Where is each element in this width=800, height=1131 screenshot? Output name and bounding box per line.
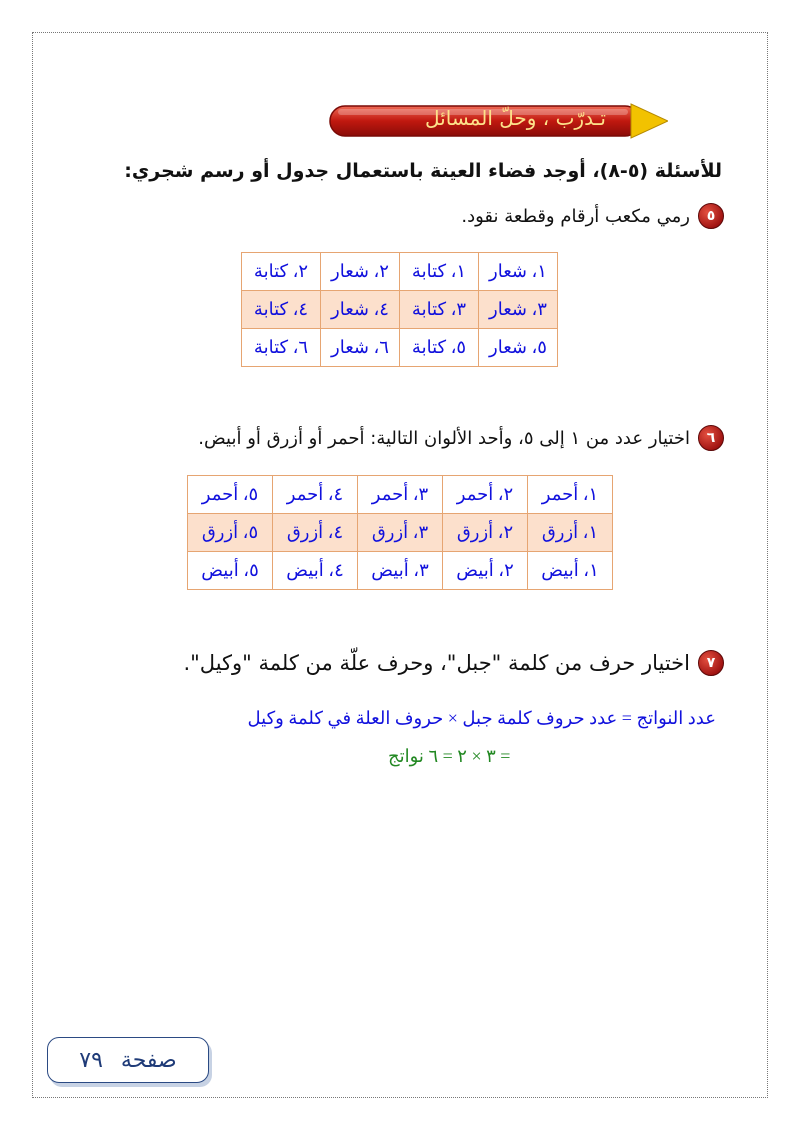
question-number-badge: ٥	[698, 203, 724, 229]
table-cell: ٢، أحمر	[443, 476, 528, 514]
table-cell: ٥، أبيض	[188, 552, 273, 590]
question-number-badge: ٧	[698, 650, 724, 676]
table-row	[188, 552, 613, 590]
table-cell: ٣، أحمر	[358, 476, 443, 514]
answer-q7-line-1: عدد النواتج = عدد حروف كلمة جبل × حروف العلة في كلمة وكيل	[247, 708, 716, 728]
table-cell: ٢، أزرق	[443, 514, 528, 552]
table-cell: ٣، أبيض	[358, 552, 443, 590]
table-cell: ١، كتابة	[400, 253, 479, 291]
table-cell: ١، أبيض	[528, 552, 613, 590]
question-6	[198, 425, 724, 451]
page-number-box	[47, 1037, 209, 1083]
table-cell: ٤، كتابة	[242, 291, 321, 329]
table-cell: ٥، أحمر	[188, 476, 273, 514]
question-5	[461, 203, 724, 229]
table-cell: ٥، أزرق	[188, 514, 273, 552]
question-7	[183, 650, 724, 676]
table-cell: ٣، أزرق	[358, 514, 443, 552]
page-number: ٧٩	[79, 1047, 103, 1073]
question-text: اختيار عدد من ١ إلى ٥، وأحد الألوان التالية: أحمر أو أزرق أو أبيض.	[198, 427, 690, 449]
table-cell: ٥، شعار	[479, 329, 558, 367]
table-row	[242, 291, 558, 329]
table-row	[242, 253, 558, 291]
question-number-badge: ٦	[698, 425, 724, 451]
table-cell: ٦، شعار	[321, 329, 400, 367]
answer-q7-line-2: = ٣ × ٢ = ٦ نواتج	[388, 746, 511, 766]
table-cell: ٤، شعار	[321, 291, 400, 329]
question-text: اختيار حرف من كلمة "جبل"، وحرف علّة من كلمة "وكيل".	[183, 651, 690, 675]
table-cell: ٣، شعار	[479, 291, 558, 329]
table-cell: ٦، كتابة	[242, 329, 321, 367]
table-cell: ٤، أحمر	[273, 476, 358, 514]
table-row	[188, 514, 613, 552]
table-cell: ٢، كتابة	[242, 253, 321, 291]
banner-title: تـدرّب ، وحلّ المسائل	[425, 106, 606, 130]
instructions: للأسئلة (٥-٨)، أوجد فضاء العينة باستعمال جدول أو رسم شجري:	[124, 160, 722, 182]
page-label: صفحة	[120, 1047, 177, 1073]
table-cell: ٣، كتابة	[400, 291, 479, 329]
table-cell: ٤، أبيض	[273, 552, 358, 590]
table-row	[242, 329, 558, 367]
table-cell: ١، شعار	[479, 253, 558, 291]
question-text: رمي مكعب أرقام وقطعة نقود.	[461, 205, 690, 227]
sample-space-table-q6	[187, 475, 613, 590]
section-banner	[328, 100, 668, 142]
sample-space-table-q5	[241, 252, 558, 367]
table-cell: ٢، أبيض	[443, 552, 528, 590]
table-cell: ٢، شعار	[321, 253, 400, 291]
table-cell: ٤، أزرق	[273, 514, 358, 552]
table-cell: ١، أحمر	[528, 476, 613, 514]
table-cell: ٥، كتابة	[400, 329, 479, 367]
table-cell: ١، أزرق	[528, 514, 613, 552]
table-row	[188, 476, 613, 514]
